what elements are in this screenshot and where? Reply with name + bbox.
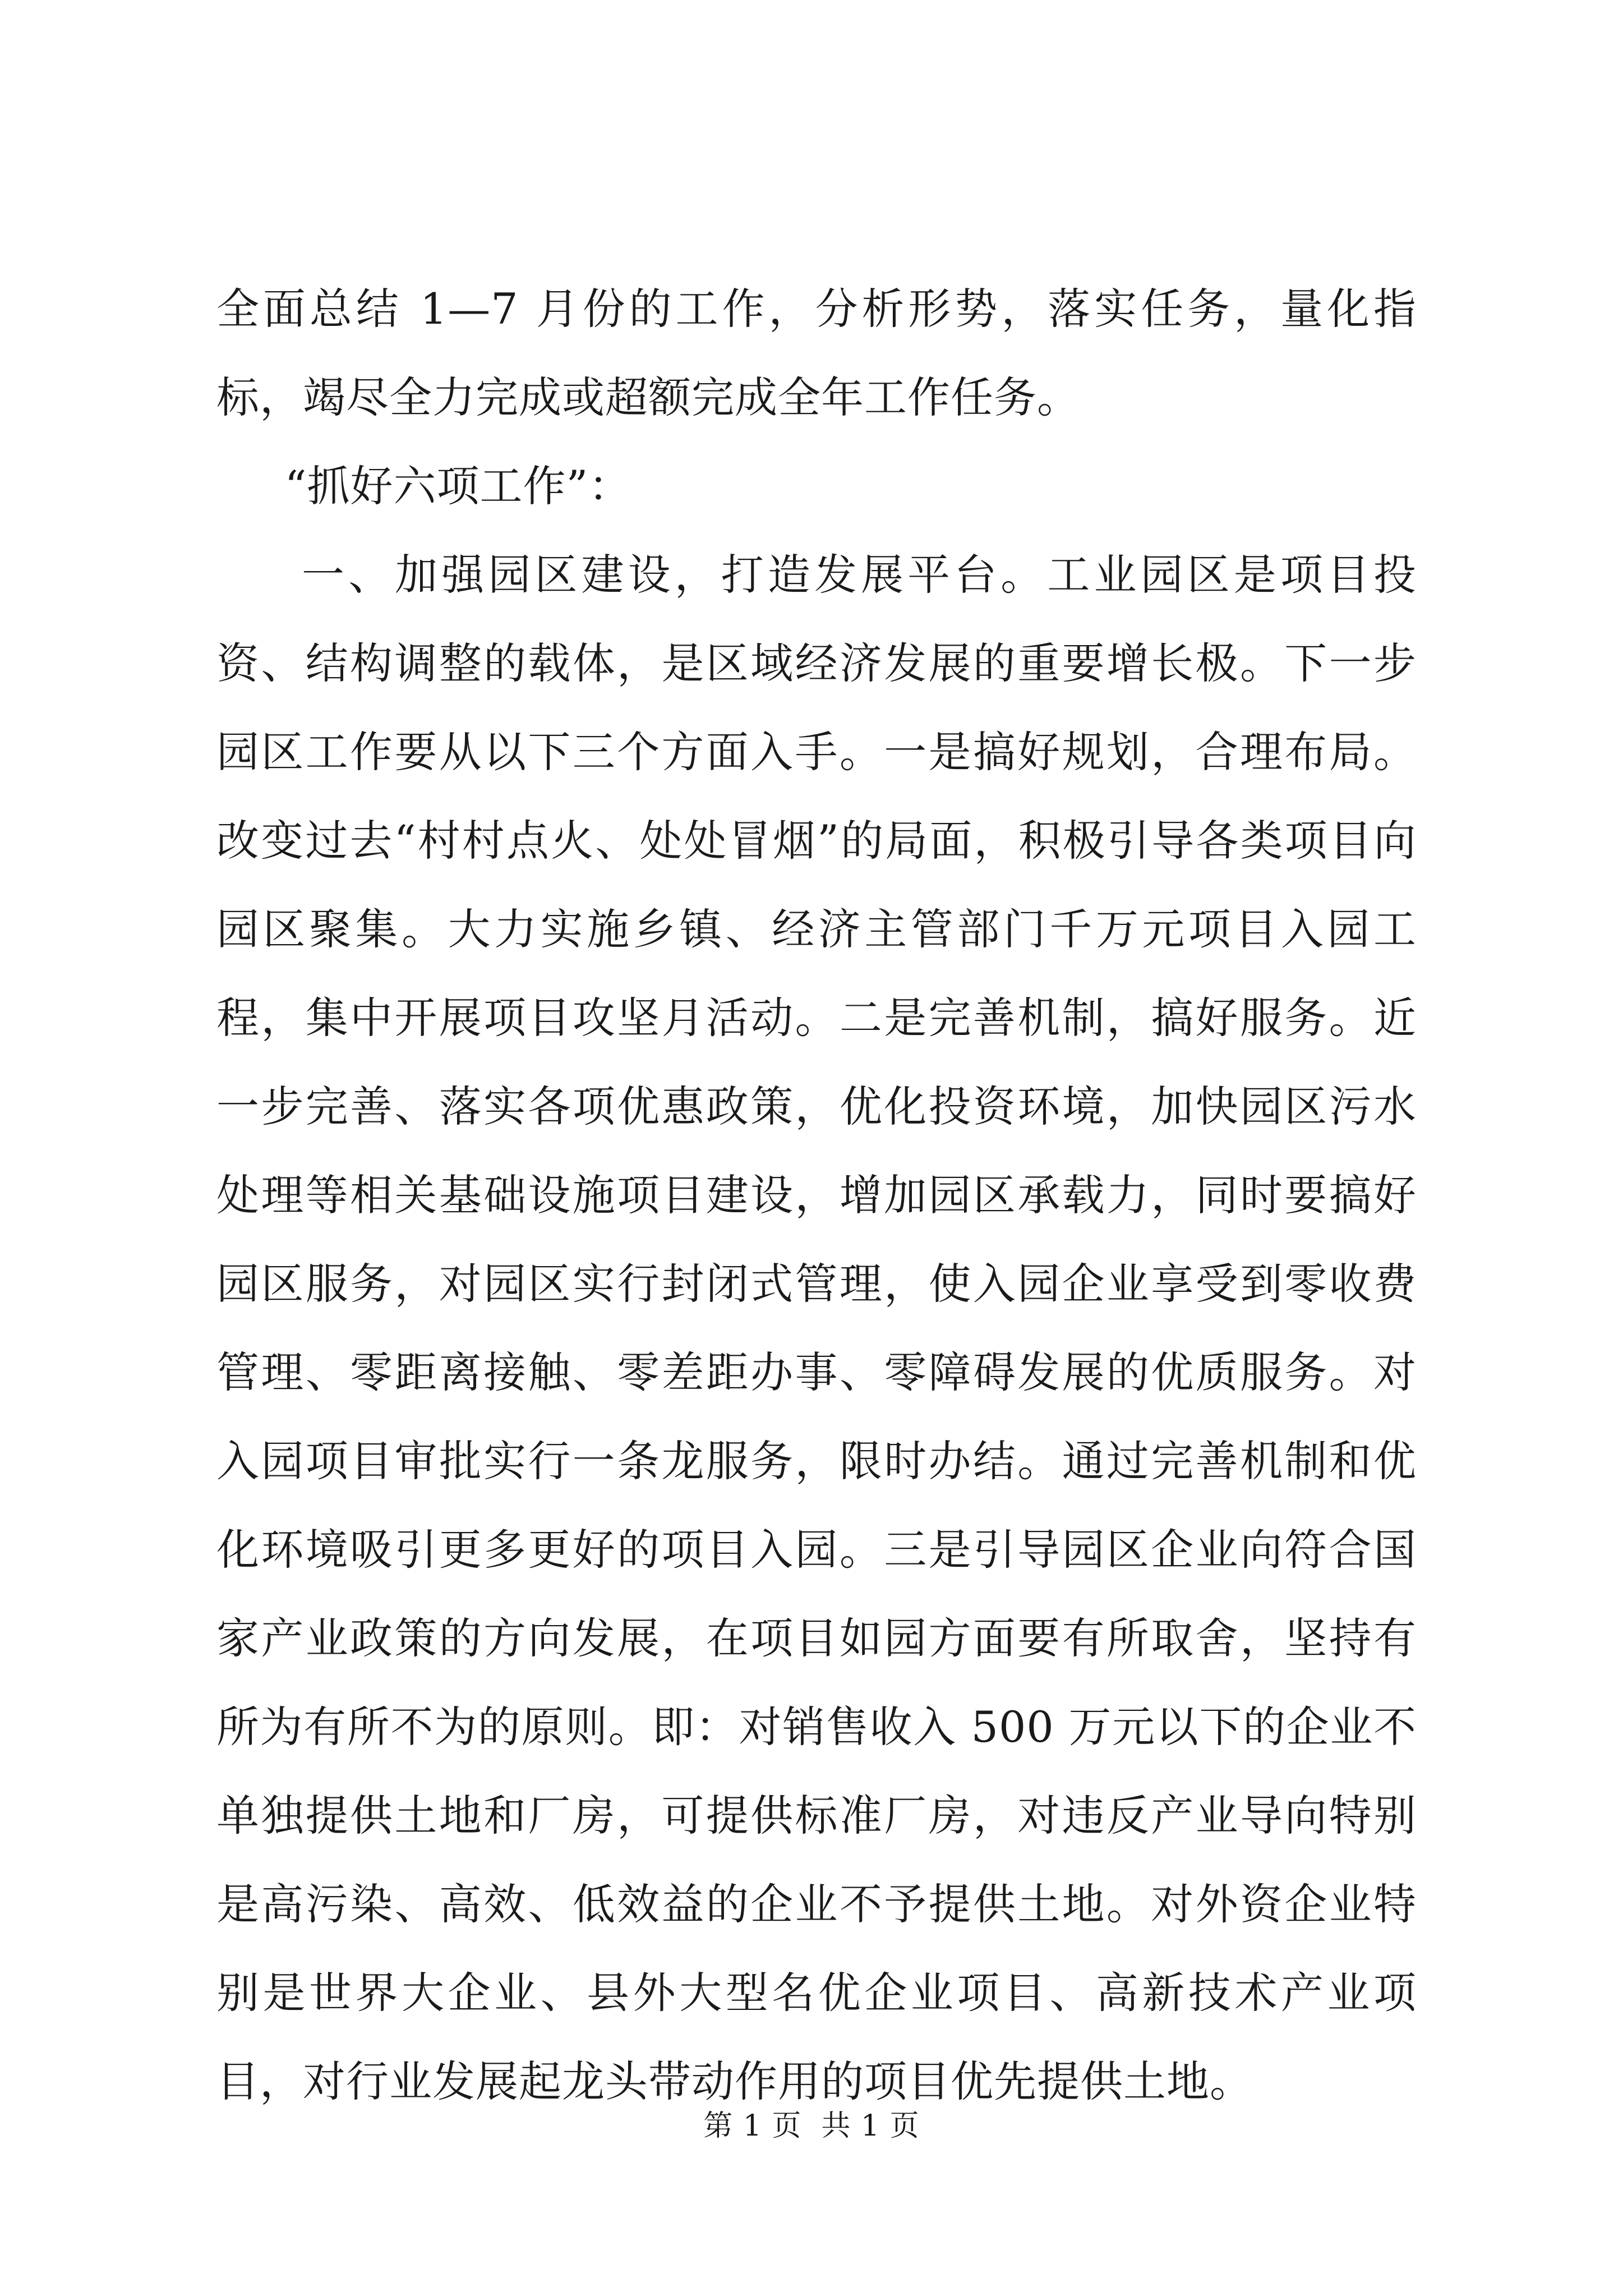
paragraph-park-construction: 一、加强园区建设，打造发展平台。工业园区是项目投资、结构调整的载体，是区域经济发展的重要增长极。下一步园区工作要从以下三个方面入手。一是搞好规划，合理布局。改变过去“村村点火、处处冒烟”的局面，积极引导各类项目向园区聚集。大力实施乡镇、经济主管部门千万元项目入园工程，集中开展项目攻坚月活动。二是完善机制，搞好服务。近一步完善、落实各项优惠政策，优化投资环境，加快园区污水处理等相关基础设施项目建设，增加园区承载力，同时要搞好园区服务，对园区实行封闭式管理，使入园企业享受到零收费管理、零距离接触、零差距办事、零障碍发展的优质服务。对入园项目审批实行一条龙服务，限时办结。通过完善机制和优化环境吸引更多更好的项目入园。三是引导园区企业向符合国家产业政策的方向发展，在项目如园方面要有所取舍，坚持有所为有所不为的原则。即：对销售收入 500 万元以下的企业不单独提供土地和厂房，可提供标准厂房，对违反产业导向特别是高污染、高效、低效益的企业不予提供土地。对外资企业特别是世界大企业、县外大型名优企业项目、高新技术产业项目，对行业发展起龙头带动作用的项目优先提供土地。 (216, 550, 1417, 2106)
page-number-label: 第 1 页 共 1 页 (703, 2109, 920, 2143)
page-footer (0, 2106, 1623, 2146)
document-body (216, 265, 1417, 2126)
paragraph-six-tasks-heading: “抓好六项工作”： (284, 461, 632, 511)
paragraph-summary: 全面总结 1—7 月份的工作，分析形势，落实任务，量化指标，竭尽全力完成或超额完成全年工作任务。 (216, 284, 1417, 422)
